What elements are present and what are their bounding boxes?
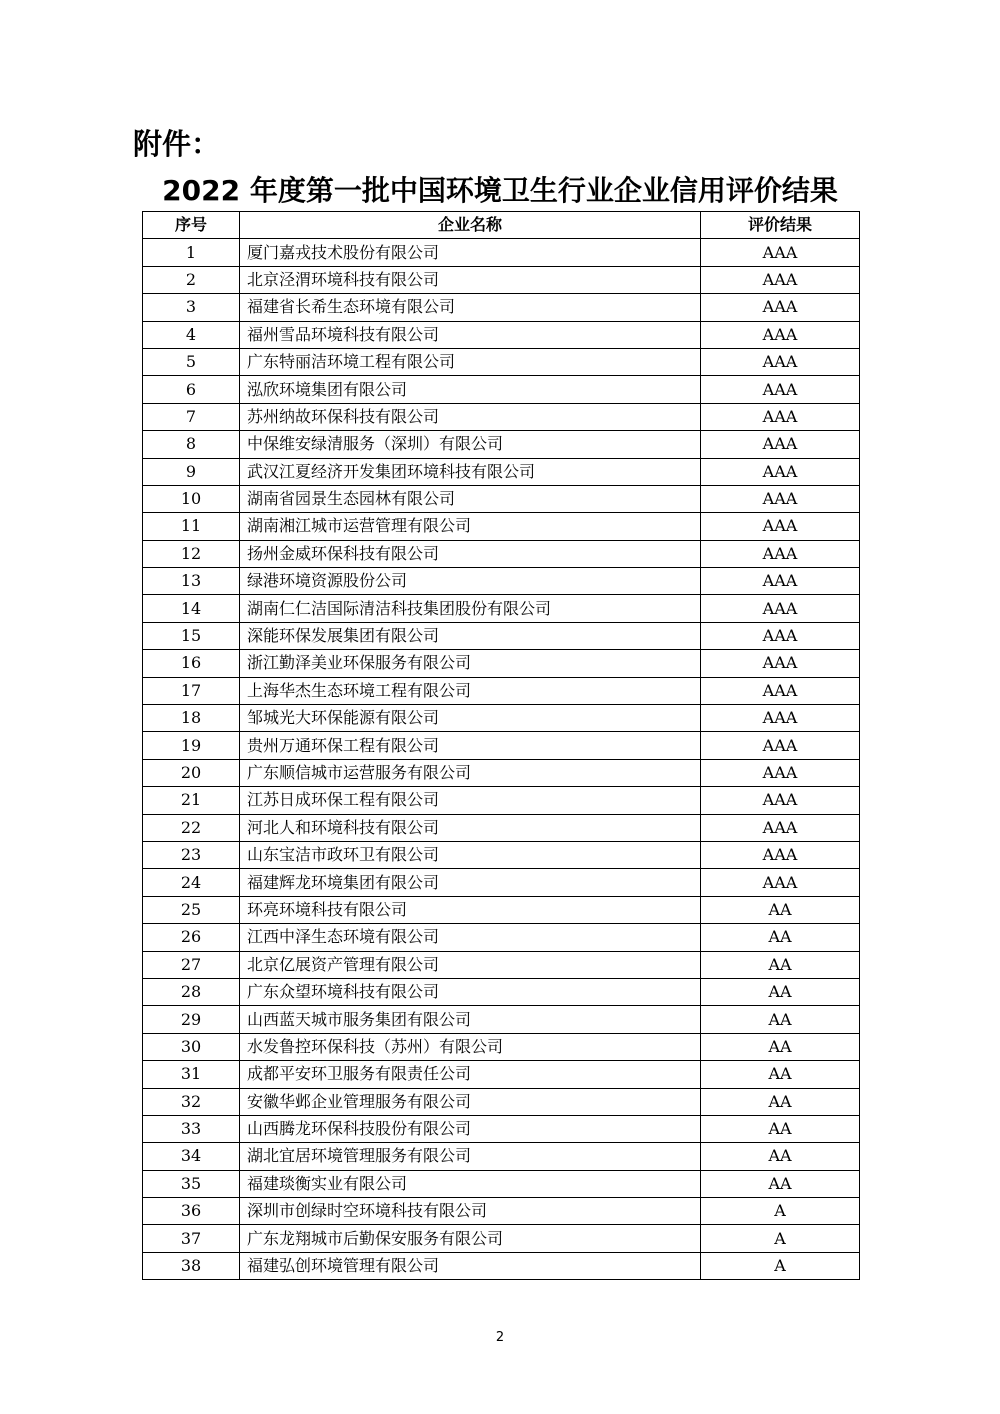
row-company-name: 厦门嘉戎技术股份有限公司 (240, 239, 701, 266)
row-index: 3 (143, 294, 240, 321)
row-company-name: 深能环保发展集团有限公司 (240, 622, 701, 649)
row-company-name: 中保维安绿清服务（深圳）有限公司 (240, 431, 701, 458)
row-rating: AAA (701, 348, 860, 375)
row-rating: AAA (701, 622, 860, 649)
row-rating: AA (701, 1115, 860, 1142)
row-rating: AA (701, 1088, 860, 1115)
table-row (143, 1033, 860, 1060)
row-company-name: 福建省长希生态环境有限公司 (240, 294, 701, 321)
row-index: 11 (143, 513, 240, 540)
row-rating: AA (701, 1061, 860, 1088)
page-number: 2 (495, 1330, 505, 1345)
table-row (143, 1170, 860, 1197)
column-header-company: 企业名称 (240, 212, 701, 239)
row-company-name: 水发鲁控环保科技（苏州）有限公司 (240, 1033, 701, 1060)
table-row (143, 951, 860, 978)
table-row (143, 732, 860, 759)
table-row (143, 1115, 860, 1142)
row-rating: AA (701, 1143, 860, 1170)
row-index: 38 (143, 1252, 240, 1279)
row-index: 35 (143, 1170, 240, 1197)
table-row (143, 376, 860, 403)
table-body (143, 239, 860, 1280)
table-row (143, 595, 860, 622)
table-row (143, 677, 860, 704)
table-row (143, 650, 860, 677)
row-company-name: 安徽华邺企业管理服务有限公司 (240, 1088, 701, 1115)
table-row (143, 1143, 860, 1170)
row-company-name: 福建琰衡实业有限公司 (240, 1170, 701, 1197)
row-company-name: 武汉江夏经济开发集团环境科技有限公司 (240, 458, 701, 485)
table-row (143, 1088, 860, 1115)
row-company-name: 扬州金威环保科技有限公司 (240, 540, 701, 567)
row-index: 23 (143, 841, 240, 868)
row-index: 24 (143, 869, 240, 896)
row-rating: AAA (701, 458, 860, 485)
row-rating: A (701, 1225, 860, 1252)
row-rating: AA (701, 1006, 860, 1033)
row-index: 37 (143, 1225, 240, 1252)
row-rating: AAA (701, 759, 860, 786)
row-company-name: 山东宝洁市政环卫有限公司 (240, 841, 701, 868)
row-rating: AAA (701, 239, 860, 266)
row-index: 4 (143, 321, 240, 348)
row-index: 22 (143, 814, 240, 841)
row-index: 8 (143, 431, 240, 458)
row-company-name: 福建辉龙环境集团有限公司 (240, 869, 701, 896)
row-index: 31 (143, 1061, 240, 1088)
table-row (143, 568, 860, 595)
table-row (143, 294, 860, 321)
table-row (143, 266, 860, 293)
table-row (143, 403, 860, 430)
row-index: 33 (143, 1115, 240, 1142)
row-rating: AAA (701, 869, 860, 896)
row-company-name: 山西腾龙环保科技股份有限公司 (240, 1115, 701, 1142)
row-index: 2 (143, 266, 240, 293)
table-row (143, 485, 860, 512)
row-index: 29 (143, 1006, 240, 1033)
row-index: 9 (143, 458, 240, 485)
table-row (143, 841, 860, 868)
row-company-name: 山西蓝天城市服务集团有限公司 (240, 1006, 701, 1033)
row-index: 27 (143, 951, 240, 978)
row-company-name: 成都平安环卫服务有限责任公司 (240, 1061, 701, 1088)
row-index: 12 (143, 540, 240, 567)
row-company-name: 绿港环境资源股份公司 (240, 568, 701, 595)
table-row (143, 1061, 860, 1088)
row-company-name: 贵州万通环保工程有限公司 (240, 732, 701, 759)
row-company-name: 北京亿展资产管理有限公司 (240, 951, 701, 978)
row-index: 10 (143, 485, 240, 512)
document-title: 2022 年度第一批中国环境卫生行业企业信用评价结果 (162, 174, 838, 207)
row-company-name: 北京泾渭环境科技有限公司 (240, 266, 701, 293)
table-row (143, 1198, 860, 1225)
row-index: 32 (143, 1088, 240, 1115)
row-index: 15 (143, 622, 240, 649)
table-row (143, 869, 860, 896)
row-company-name: 广东众望环境科技有限公司 (240, 978, 701, 1005)
row-index: 26 (143, 924, 240, 951)
row-rating: A (701, 1198, 860, 1225)
table-row (143, 348, 860, 375)
table-row (143, 1006, 860, 1033)
row-index: 30 (143, 1033, 240, 1060)
table-row (143, 814, 860, 841)
row-rating: AAA (701, 485, 860, 512)
row-rating: AAA (701, 266, 860, 293)
row-rating: AA (701, 978, 860, 1005)
attachment-label: 附件： (133, 127, 221, 161)
row-rating: AAA (701, 705, 860, 732)
table-row (143, 540, 860, 567)
row-company-name: 上海华杰生态环境工程有限公司 (240, 677, 701, 704)
table-header-row (143, 212, 860, 239)
row-company-name: 广东顺信城市运营服务有限公司 (240, 759, 701, 786)
table-row (143, 1225, 860, 1252)
row-index: 16 (143, 650, 240, 677)
row-company-name: 江苏日成环保工程有限公司 (240, 787, 701, 814)
table-row (143, 787, 860, 814)
row-rating: AAA (701, 814, 860, 841)
row-company-name: 河北人和环境科技有限公司 (240, 814, 701, 841)
row-rating: AAA (701, 650, 860, 677)
row-index: 14 (143, 595, 240, 622)
column-header-index: 序号 (143, 212, 240, 239)
row-index: 13 (143, 568, 240, 595)
row-index: 17 (143, 677, 240, 704)
row-company-name: 湖南省园景生态园林有限公司 (240, 485, 701, 512)
row-rating: AAA (701, 568, 860, 595)
row-rating: AAA (701, 787, 860, 814)
table-row (143, 759, 860, 786)
row-company-name: 广东龙翔城市后勤保安服务有限公司 (240, 1225, 701, 1252)
credit-rating-table (142, 211, 860, 1280)
table-row (143, 924, 860, 951)
row-rating: AAA (701, 321, 860, 348)
row-rating: AA (701, 924, 860, 951)
row-rating: AAA (701, 540, 860, 567)
table-row (143, 896, 860, 923)
row-company-name: 广东特丽洁环境工程有限公司 (240, 348, 701, 375)
row-index: 7 (143, 403, 240, 430)
row-index: 28 (143, 978, 240, 1005)
row-rating: AA (701, 951, 860, 978)
row-company-name: 福州雪品环境科技有限公司 (240, 321, 701, 348)
row-company-name: 环亮环境科技有限公司 (240, 896, 701, 923)
table-row (143, 1252, 860, 1279)
row-rating: A (701, 1252, 860, 1279)
row-company-name: 湖南湘江城市运营管理有限公司 (240, 513, 701, 540)
row-index: 1 (143, 239, 240, 266)
row-rating: AAA (701, 294, 860, 321)
row-index: 21 (143, 787, 240, 814)
row-company-name: 福建弘创环境管理有限公司 (240, 1252, 701, 1279)
table-row (143, 458, 860, 485)
row-company-name: 邹城光大环保能源有限公司 (240, 705, 701, 732)
table-row (143, 622, 860, 649)
table-row (143, 239, 860, 266)
table-row (143, 978, 860, 1005)
table-row (143, 705, 860, 732)
row-index: 20 (143, 759, 240, 786)
row-company-name: 湖北宜居环境管理服务有限公司 (240, 1143, 701, 1170)
row-rating: AAA (701, 841, 860, 868)
row-index: 34 (143, 1143, 240, 1170)
table-row (143, 321, 860, 348)
row-rating: AAA (701, 677, 860, 704)
row-company-name: 湖南仁仁洁国际清洁科技集团股份有限公司 (240, 595, 701, 622)
row-rating: AAA (701, 431, 860, 458)
row-rating: AAA (701, 513, 860, 540)
row-company-name: 浙江勤泽美业环保服务有限公司 (240, 650, 701, 677)
row-rating: AAA (701, 732, 860, 759)
row-index: 36 (143, 1198, 240, 1225)
row-company-name: 苏州纳故环保科技有限公司 (240, 403, 701, 430)
row-index: 19 (143, 732, 240, 759)
row-index: 5 (143, 348, 240, 375)
row-rating: AA (701, 896, 860, 923)
row-index: 25 (143, 896, 240, 923)
column-header-rating: 评价结果 (701, 212, 860, 239)
row-rating: AAA (701, 403, 860, 430)
row-rating: AAA (701, 376, 860, 403)
row-index: 18 (143, 705, 240, 732)
table-row (143, 513, 860, 540)
row-index: 6 (143, 376, 240, 403)
row-rating: AA (701, 1170, 860, 1197)
row-rating: AA (701, 1033, 860, 1060)
row-rating: AAA (701, 595, 860, 622)
row-company-name: 泓欣环境集团有限公司 (240, 376, 701, 403)
table-row (143, 431, 860, 458)
row-company-name: 深圳市创绿时空环境科技有限公司 (240, 1198, 701, 1225)
row-company-name: 江西中泽生态环境有限公司 (240, 924, 701, 951)
